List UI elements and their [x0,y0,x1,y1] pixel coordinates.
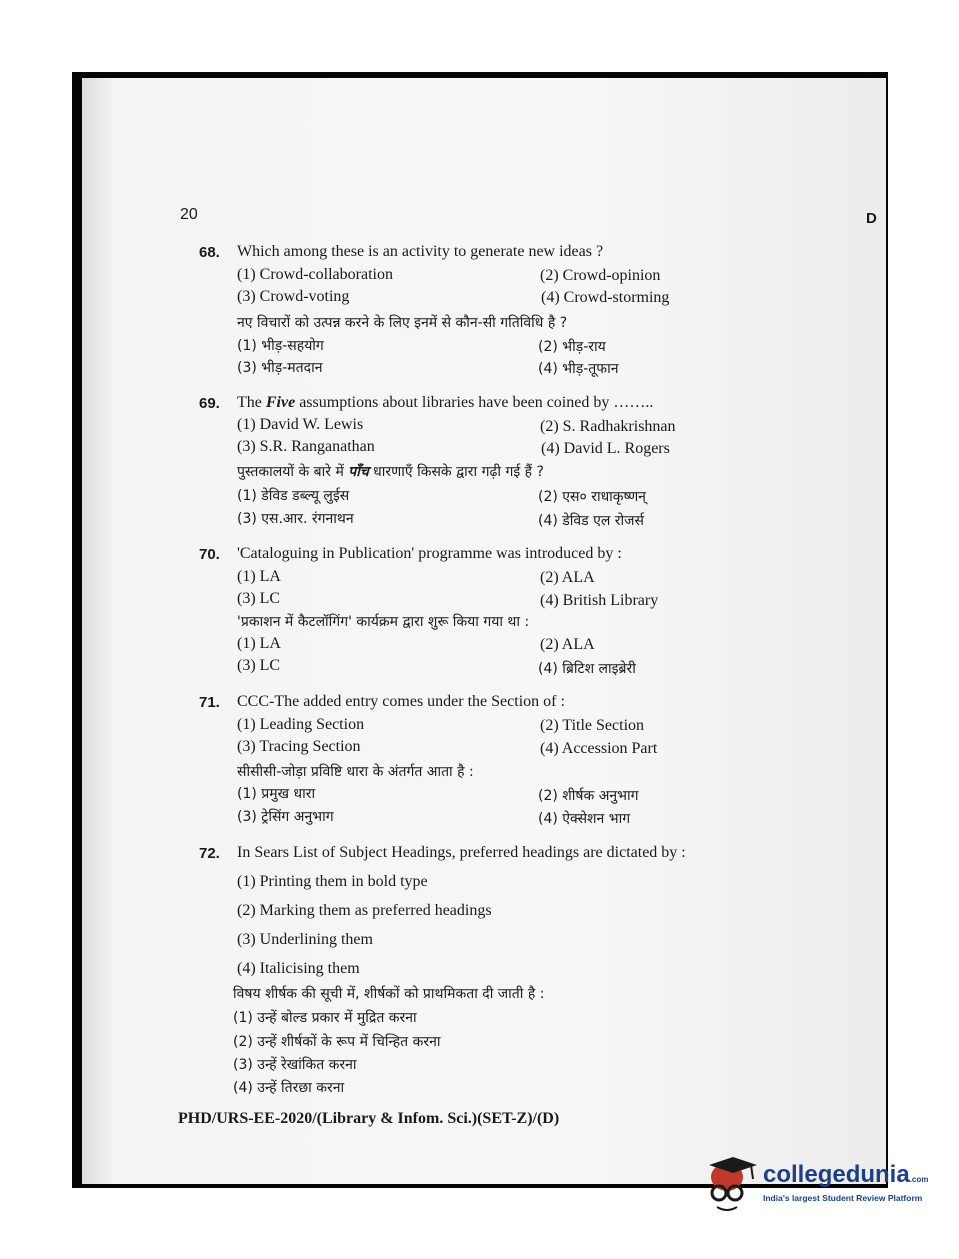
question-number: 69. [199,395,220,412]
option-1-en: (1) LA [237,568,281,585]
option-2-hi: (2) शीर्षक अनुभाग [538,788,639,804]
option-1-en: (1) Printing them in bold type [237,873,428,890]
option-4-en: (4) Crowd-storming [541,289,670,306]
option-3-hi: (3) LC [237,657,281,674]
logo-wordmark: collegedunia.com [763,1161,929,1188]
option-1-hi: (1) भीड़-सहयोग [237,338,324,354]
logo-tagline: India's largest Student Review Platform [763,1193,923,1203]
option-1-hi: (1) प्रमुख धारा [237,786,316,802]
option-3-hi: (3) उन्हें रेखांकित करना [233,1057,357,1073]
option-4-hi: (4) उन्हें तिरछा करना [233,1080,345,1096]
option-1-hi: (1) उन्हें बोल्ड प्रकार में मुद्रित करना [233,1010,417,1026]
option-4-en: (4) British Library [540,592,659,609]
option-2-hi: (2) उन्हें शीर्षकों के रूप में चिन्हित करना [233,1034,441,1050]
question-number: 68. [199,244,220,261]
option-4-en: (4) Italicising them [237,960,360,977]
option-1-hi: (1) LA [237,635,281,652]
option-3-hi: (3) ट्रेसिंग अनुभाग [237,809,334,825]
option-4-hi: (4) ब्रिटिश लाइब्रेरी [538,661,636,677]
page-number: 20 [180,206,198,223]
option-2-en: (2) Title Section [540,717,645,734]
option-2-hi: (2) भीड़-राय [538,339,606,355]
question-text-en: CCC-The added entry comes under the Section of : [237,693,565,710]
option-2-hi: (2) ALA [540,636,595,653]
option-1-hi: (1) डेविड डब्ल्यू लुईस [237,488,350,504]
question-text-hi: 'प्रकाशन में कैटलॉगिंग' कार्यक्रम द्वारा शुरू किया गया था : [237,614,530,630]
option-4-en: (4) David L. Rogers [541,440,670,457]
option-3-en: (3) S.R. Ranganathan [237,438,375,455]
option-4-hi: (4) ऐक्सेशन भाग [538,811,631,827]
student-mascot-icon [703,1155,761,1215]
question-number: 70. [199,546,220,563]
option-3-en: (3) LC [237,590,281,607]
option-3-en: (3) Tracing Section [237,738,361,755]
option-2-hi: (2) एस० राधाकृष्णन् [538,489,646,505]
option-1-en: (1) David W. Lewis [237,416,364,433]
question-text-hi: विषय शीर्षक की सूची में, शीर्षकों को प्राथमिकता दी जाती है : [233,986,545,1002]
option-2-en: (2) Crowd-opinion [540,267,661,284]
option-3-en: (3) Underlining them [237,931,373,948]
question-text-en: In Sears List of Subject Headings, preferred headings are dictated by : [237,844,686,861]
question-number: 72. [199,845,220,862]
option-1-en: (1) Leading Section [237,716,365,733]
set-letter: D [866,210,877,227]
question-text-hi: नए विचारों को उत्पन्न करने के लिए इनमें से कौन-सी गतिविधि है ? [237,315,568,331]
option-4-en: (4) Accession Part [540,740,658,757]
option-3-en: (3) Crowd-voting [237,288,350,305]
collegedunia-logo[interactable] [703,1155,933,1215]
question-text-hi: सीसीसी-जोड़ा प्रविष्टि धारा के अंतर्गत आता है : [237,764,474,780]
question-text-hi: पुस्तकालयों के बारे में पाँच धारणाएँ किसके द्वारा गढ़ी गई हैं ? [237,464,544,480]
paper-code-footer: PHD/URS-EE-2020/(Library & Infom. Sci.)(SET-Z)/(D) [178,1110,560,1127]
option-3-hi: (3) भीड़-मतदान [237,360,323,376]
option-2-en: (2) Marking them as preferred headings [237,902,492,919]
option-2-en: (2) ALA [540,569,595,586]
question-text-en: Which among these is an activity to generate new ideas ? [237,243,604,260]
option-4-hi: (4) डेविड एल रोजर्स [538,513,645,529]
question-text-en: 'Cataloguing in Publication' programme was introduced by : [237,545,622,562]
option-4-hi: (4) भीड़-तूफान [538,361,619,377]
option-3-hi: (3) एस.आर. रंगनाथन [237,511,354,527]
option-1-en: (1) Crowd-collaboration [237,266,393,283]
question-text-en: The Five assumptions about libraries have been coined by …….. [237,394,654,411]
question-number: 71. [199,694,220,711]
option-2-en: (2) S. Radhakrishnan [540,418,676,435]
